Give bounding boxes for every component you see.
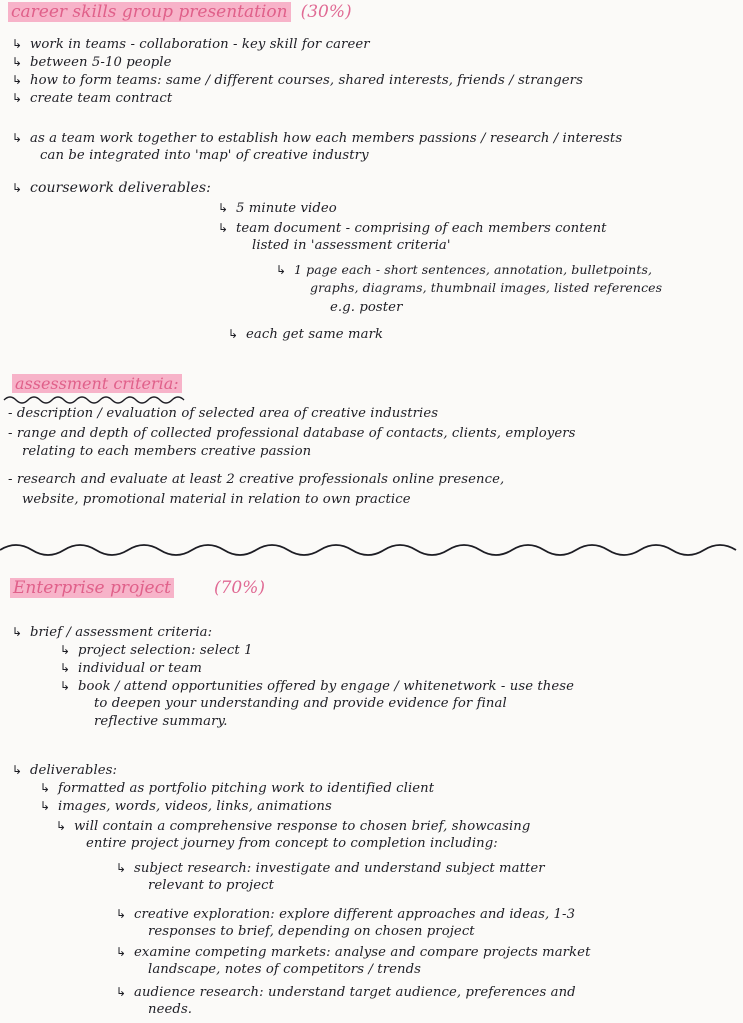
note-line: ↳ work in teams - collaboration - key skill for career xyxy=(12,37,370,52)
note-line: needs. xyxy=(148,1002,193,1017)
arrow-icon: ↳ xyxy=(12,131,23,145)
note-line: relating to each members creative passion xyxy=(22,444,312,459)
note-line: ↳ between 5-10 people xyxy=(12,55,172,70)
note-line: ↳ 5 minute video xyxy=(218,201,337,216)
note-line: ↳ as a team work together to establish how each members passions / research / interests xyxy=(12,131,623,146)
section-heading-assessment xyxy=(8,374,186,394)
note-line: ↳ create team contract xyxy=(12,91,173,106)
note-line: to deepen your understanding and provide evidence for final xyxy=(94,696,507,711)
arrow-icon: ↳ xyxy=(12,181,23,195)
arrow-icon: ↳ xyxy=(116,945,127,959)
note-line: ↳ images, words, videos, links, animations xyxy=(40,799,332,814)
arrow-icon: ↳ xyxy=(12,763,23,777)
note-line: e.g. poster xyxy=(330,300,403,315)
section-heading-enterprise xyxy=(6,578,269,598)
note-line: ↳ examine competing markets: analyse and compare projects market xyxy=(116,945,591,960)
note-line: ↳ coursework deliverables: xyxy=(12,180,211,196)
note-line: responses to brief, depending on chosen project xyxy=(148,924,475,939)
arrow-icon: ↳ xyxy=(218,201,229,215)
underline-squiggle xyxy=(0,394,200,406)
arrow-icon: ↳ xyxy=(228,327,239,341)
note-line: entire project journey from concept to completion including: xyxy=(86,836,498,851)
heading-text: assessment criteria: xyxy=(12,374,182,393)
note-line: ↳ audience research: understand target audience, preferences and xyxy=(116,985,576,1000)
arrow-icon: ↳ xyxy=(40,799,51,813)
arrow-icon: ↳ xyxy=(56,819,67,833)
note-line: ↳ project selection: select 1 xyxy=(60,643,253,658)
arrow-icon: ↳ xyxy=(12,625,23,639)
section-heading-career-skills xyxy=(4,2,356,22)
arrow-icon: ↳ xyxy=(40,781,51,795)
note-line: ↳ formatted as portfolio pitching work to identified client xyxy=(40,781,435,796)
note-line: ↳ brief / assessment criteria: xyxy=(12,625,213,640)
heading-text: career skills group presentation xyxy=(8,2,291,22)
arrow-icon: ↳ xyxy=(276,263,287,277)
note-line: ↳ team document - comprising of each members content xyxy=(218,221,607,236)
note-line: ↳ 1 page each - short sentences, annotation, bulletpoints, xyxy=(276,262,653,277)
note-line: - range and depth of collected professional database of contacts, clients, employers xyxy=(8,426,576,441)
arrow-icon: ↳ xyxy=(116,861,127,875)
arrow-icon: ↳ xyxy=(116,907,127,921)
weight-label: (30%) xyxy=(300,2,352,22)
note-line: ↳ deliverables: xyxy=(12,763,118,778)
note-line: website, promotional material in relation to own practice xyxy=(22,492,411,507)
note-line: - research and evaluate at least 2 creative professionals online presence, xyxy=(8,472,505,487)
arrow-icon: ↳ xyxy=(60,679,71,693)
arrow-icon: ↳ xyxy=(12,91,23,105)
arrow-icon: ↳ xyxy=(12,37,23,51)
note-line: landscape, notes of competitors / trends xyxy=(148,962,422,977)
arrow-icon: ↳ xyxy=(12,73,23,87)
heading-text: Enterprise project xyxy=(10,578,174,598)
note-line: ↳ how to form teams: same / different courses, shared interests, friends / strangers xyxy=(12,73,583,88)
arrow-icon: ↳ xyxy=(218,221,229,235)
section-divider-wave xyxy=(0,540,743,560)
arrow-icon: ↳ xyxy=(60,643,71,657)
arrow-icon: ↳ xyxy=(116,985,127,999)
note-line: graphs, diagrams, thumbnail images, listed references xyxy=(310,280,663,295)
note-line: ↳ subject research: investigate and understand subject matter xyxy=(116,861,545,876)
note-line: ↳ creative exploration: explore different approaches and ideas, 1-3 xyxy=(116,907,576,922)
arrow-icon: ↳ xyxy=(60,661,71,675)
note-line: ↳ will contain a comprehensive response to chosen brief, showcasing xyxy=(56,819,531,834)
note-line: ↳ book / attend opportunities offered by engage / whitenetwork - use these xyxy=(60,679,575,694)
weight-label: (70%) xyxy=(213,578,266,598)
note-line: ↳ each get same mark xyxy=(228,327,384,342)
note-line: can be integrated into 'map' of creative industry xyxy=(40,148,369,163)
note-line: reflective summary. xyxy=(94,714,228,729)
note-line: relevant to project xyxy=(148,878,275,893)
note-line: listed in 'assessment criteria' xyxy=(252,238,451,253)
note-line: - description / evaluation of selected area of creative industries xyxy=(8,406,439,421)
arrow-icon: ↳ xyxy=(12,55,23,69)
note-line: ↳ individual or team xyxy=(60,661,202,676)
